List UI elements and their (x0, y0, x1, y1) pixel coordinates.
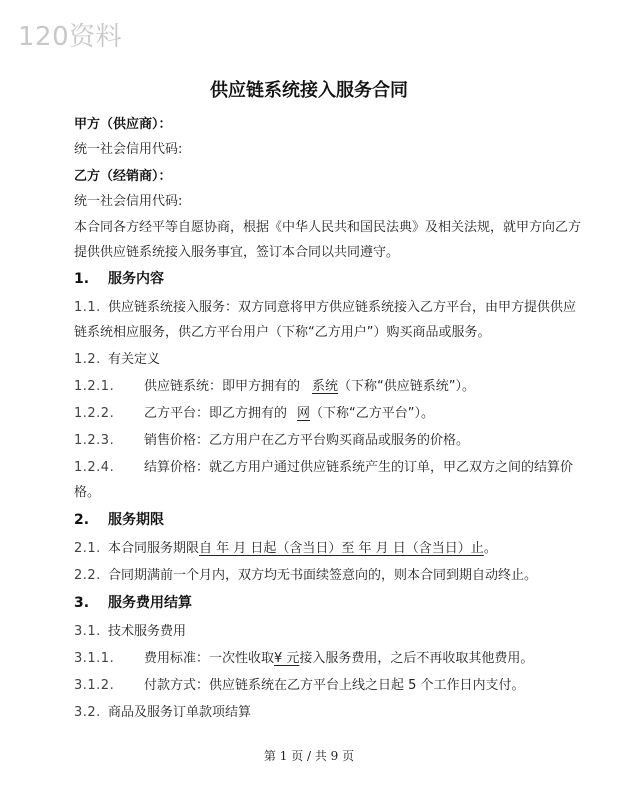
section-1-number: 1. (74, 271, 90, 287)
intro-line-1: 本合同各方经平等自愿协商，根据《中华人民共和国民法典》及相关法规，就甲方向乙方 (74, 220, 582, 235)
clause-1-2-2-underlined: 网 (297, 406, 311, 421)
clause-3-1-1 (74, 650, 533, 667)
clause-2-2-text: 合同期满前一个月内，双方均无书面续签意向的，则本合同到期自动终止。 (108, 568, 538, 583)
party-a-credit-code: 统一社会信用代码: (74, 142, 183, 157)
clause-1-1 (74, 299, 576, 316)
clause-2-1-pre: 本合同服务期限 (108, 541, 200, 556)
clause-1-1-number: 1.1. (74, 300, 101, 315)
party-a-label: 甲方（供应商）： (74, 117, 172, 132)
clause-3-1-2 (74, 677, 525, 694)
clause-2-2-number: 2.2. (74, 568, 101, 583)
clause-2-2 (74, 567, 537, 584)
clause-1-2-3 (74, 432, 469, 449)
party-b-label: 乙方（经销商）： (74, 169, 172, 184)
section-2-title: 服务期限 (108, 512, 164, 528)
clause-3-1-1-pre: 费用标准：一次性收取 (144, 651, 275, 666)
party-b-credit-code: 统一社会信用代码: (74, 194, 183, 209)
clause-1-2-text: 有关定义 (108, 352, 161, 367)
clause-1-2-1-post: （下称“供应链系统”）。 (338, 379, 476, 394)
clause-2-1 (74, 540, 497, 557)
clause-1-2-4-line-1: 结算价格：就乙方用户通过供应链系统产生的订单，甲乙双方之间的结算价 (144, 460, 574, 475)
clause-3-1-1-underlined: ¥ 元 (274, 651, 300, 666)
watermark: 120资料 (18, 22, 123, 52)
clause-1-1-line-2: 链系统相应服务，供乙方平台用户（下称“乙方用户”）购买商品或服务。 (74, 325, 491, 340)
section-1-title: 服务内容 (108, 271, 164, 287)
clause-1-2 (74, 351, 160, 368)
clause-2-1-underlined: 自 年 月 日起（含当日）至 年 月 日（含当日）止 (199, 541, 484, 556)
clause-1-2-4-number: 1.2.4. (74, 460, 115, 475)
clause-1-2-2-post: （下称“乙方平台”）。 (310, 406, 435, 421)
clause-1-2-3-number: 1.2.3. (74, 433, 115, 448)
section-2-number: 2. (74, 512, 90, 528)
clause-1-1-line-1: 供应链系统接入服务：双方同意将甲方供应链系统接入乙方平台，由甲方提供供应 (108, 300, 577, 315)
clause-3-1-text: 技术服务费用 (108, 624, 187, 639)
clause-1-2-1-underlined: 系统 (312, 379, 339, 394)
clause-3-2-text: 商品及服务订单款项结算 (108, 705, 252, 720)
intro-line-2: 提供供应链系统接入服务事宜，签订本合同以共同遵守。 (74, 245, 400, 260)
clause-3-1-number: 3.1. (74, 624, 101, 639)
clause-3-2 (74, 704, 251, 721)
clause-3-1-1-post: 接入服务费用，之后不再收取其他费用。 (299, 651, 534, 666)
clause-1-2-1-number: 1.2.1. (74, 379, 115, 394)
page-footer: 第 1 页 / 共 9 页 (263, 749, 355, 763)
clause-2-1-post: 。 (483, 541, 497, 556)
clause-1-2-2-number: 1.2.2. (74, 406, 115, 421)
clause-3-1-2-text: 付款方式：供应链系统在乙方平台上线之日起 5 个工作日内支付。 (144, 678, 525, 693)
clause-2-1-number: 2.1. (74, 541, 101, 556)
clause-1-2-2 (74, 405, 434, 422)
clause-1-2-number: 1.2. (74, 352, 101, 367)
section-1-heading (74, 271, 164, 288)
clause-3-1-1-number: 3.1.1. (74, 651, 115, 666)
clause-3-1-2-number: 3.1.2. (74, 678, 115, 693)
section-3-number: 3. (74, 595, 90, 611)
clause-3-1 (74, 623, 186, 640)
clause-1-2-4-line-2: 格。 (74, 485, 101, 500)
section-2-heading (74, 512, 164, 529)
clause-1-2-4 (74, 459, 573, 476)
section-3-heading (74, 595, 192, 612)
clause-1-2-1 (74, 378, 475, 395)
page-title: 供应链系统接入服务合同 (210, 80, 408, 101)
clause-1-2-1-pre: 供应链系统：即甲方拥有的 (144, 379, 301, 394)
section-3-title: 服务费用结算 (108, 595, 192, 611)
clause-1-2-3-text: 销售价格：乙方用户在乙方平台购买商品或服务的价格。 (144, 433, 470, 448)
clause-1-2-2-pre: 乙方平台：即乙方拥有的 (144, 406, 288, 421)
clause-3-2-number: 3.2. (74, 705, 101, 720)
